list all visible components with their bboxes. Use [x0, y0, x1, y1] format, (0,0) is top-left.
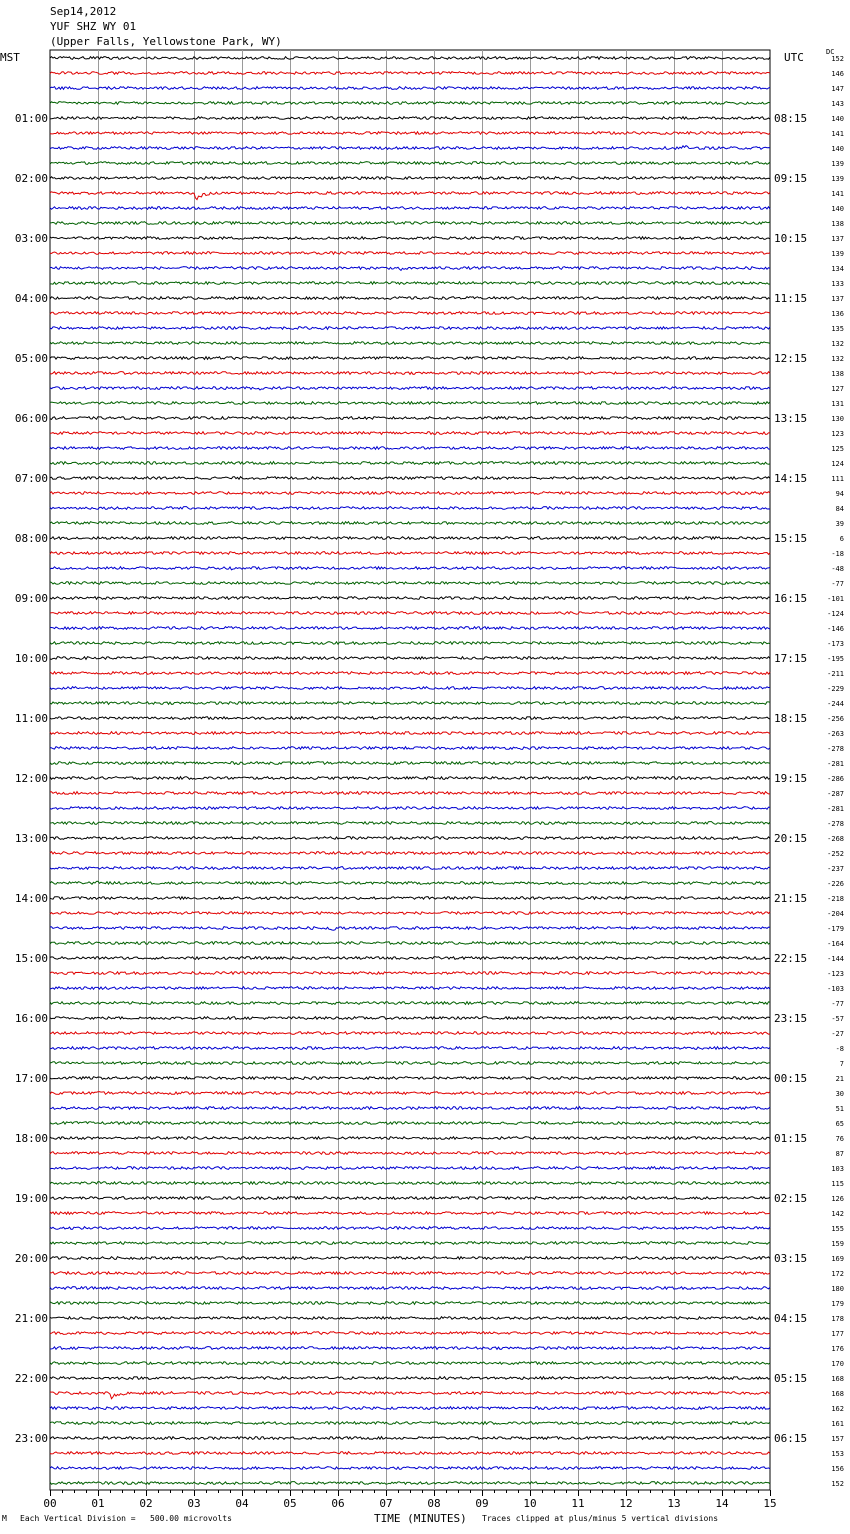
trace-70 [50, 1092, 770, 1095]
dc-offset-label: 103 [831, 1165, 844, 1173]
trace-48 [50, 762, 770, 765]
trace-8 [50, 162, 770, 165]
trace-19 [50, 327, 770, 330]
trace-88 [50, 1362, 770, 1365]
trace-31 [50, 507, 770, 510]
trace-94 [50, 1452, 770, 1455]
dc-offset-label: -229 [827, 685, 844, 693]
dc-offset-label: 76 [835, 1135, 844, 1143]
utc-hour-label: 05:15 [774, 1372, 808, 1385]
x-tick-label: 13 [667, 1497, 681, 1510]
trace-33 [50, 537, 770, 540]
trace-75 [50, 1167, 770, 1170]
mst-hour-label: 21:00 [14, 1312, 48, 1325]
trace-18 [50, 312, 770, 315]
dc-offset-label: -57 [831, 1015, 844, 1023]
mst-hour-label: 06:00 [14, 412, 48, 425]
dc-offset-label: 177 [831, 1330, 844, 1338]
mst-hour-label: 07:00 [14, 472, 48, 485]
dc-offset-label: 130 [831, 415, 844, 423]
trace-95 [50, 1467, 770, 1470]
station-code: YUF SHZ WY 01 [50, 20, 137, 33]
dc-offset-label: -77 [831, 580, 844, 588]
mst-hour-label: 13:00 [14, 832, 48, 845]
mst-hour-label: 16:00 [14, 1012, 48, 1025]
trace-43 [50, 687, 770, 690]
trace-60 [50, 942, 770, 945]
dc-offset-label: -48 [831, 565, 844, 573]
dc-offset-label: 140 [831, 115, 844, 123]
scale-note: Each Vertical Division = 500.00 microvolts [20, 1514, 232, 1523]
trace-22 [50, 372, 770, 375]
dc-offset-label: 153 [831, 1450, 844, 1458]
dc-offset-label: -287 [827, 790, 844, 798]
dc-offset-label: -281 [827, 805, 844, 813]
x-tick-label: 06 [331, 1497, 345, 1510]
dc-offset-label: 169 [831, 1255, 844, 1263]
dc-offset-label: 131 [831, 400, 844, 408]
trace-23 [50, 387, 770, 390]
x-tick-label: 08 [427, 1497, 441, 1510]
mst-hour-label: 22:00 [14, 1372, 48, 1385]
dc-offset-label: -211 [827, 670, 844, 678]
dc-offset-label: 141 [831, 130, 844, 138]
dc-offset-label: 127 [831, 385, 844, 393]
trace-9 [50, 177, 770, 180]
mst-hour-label: 20:00 [14, 1252, 48, 1265]
trace-49 [50, 777, 770, 780]
dc-offset-header: DC [826, 48, 835, 56]
dc-offset-label: 51 [835, 1105, 844, 1113]
utc-hour-label: 01:15 [774, 1132, 808, 1145]
mst-hour-label: 11:00 [14, 712, 48, 725]
dc-offset-label: 140 [831, 205, 844, 213]
x-tick-label: 07 [379, 1497, 393, 1510]
trace-45 [50, 717, 770, 720]
dc-offset-label: 172 [831, 1270, 844, 1278]
trace-7 [50, 146, 770, 150]
trace-53 [50, 837, 770, 840]
dc-offset-label: 94 [835, 490, 844, 498]
dc-offset-label: 126 [831, 1195, 844, 1203]
utc-hour-label: 14:15 [774, 472, 808, 485]
corner-mark: M [2, 1514, 7, 1523]
trace-42 [50, 672, 770, 675]
dc-offset-label: -123 [827, 970, 844, 978]
dc-offset-label: 178 [831, 1315, 844, 1323]
dc-offset-label: -286 [827, 775, 844, 783]
dc-offset-label: 137 [831, 235, 844, 243]
dc-offset-label: -101 [827, 595, 844, 603]
dc-offset-label: 141 [831, 190, 844, 198]
trace-32 [50, 522, 770, 525]
trace-51 [50, 807, 770, 810]
dc-offset-label: 87 [835, 1150, 844, 1158]
right-timezone-label: UTC [784, 51, 804, 64]
dc-offset-label: 7 [839, 1060, 844, 1068]
dc-offset-label: 143 [831, 100, 844, 108]
mst-hour-label: 14:00 [14, 892, 48, 905]
trace-17 [50, 297, 770, 300]
trace-76 [50, 1182, 770, 1185]
trace-11 [50, 207, 770, 210]
trace-65 [50, 1017, 770, 1020]
utc-hour-label: 13:15 [774, 412, 808, 425]
trace-85 [50, 1317, 770, 1320]
trace-36 [50, 582, 770, 585]
mst-hour-label: 03:00 [14, 232, 48, 245]
dc-offset-label: -77 [831, 1000, 844, 1008]
trace-71 [50, 1107, 770, 1110]
trace-62 [50, 972, 770, 975]
trace-67 [50, 1047, 770, 1050]
trace-86 [50, 1332, 770, 1335]
utc-hour-label: 09:15 [774, 172, 808, 185]
trace-79 [50, 1227, 770, 1230]
dc-offset-label: 111 [831, 475, 844, 483]
dc-offset-label: 139 [831, 250, 844, 258]
mst-hour-label: 08:00 [14, 532, 48, 545]
trace-44 [50, 702, 770, 705]
dc-offset-label: 156 [831, 1465, 844, 1473]
trace-83 [50, 1287, 770, 1290]
utc-hour-label: 17:15 [774, 652, 808, 665]
x-tick-label: 01 [91, 1497, 105, 1510]
trace-91 [50, 1407, 770, 1410]
trace-63 [50, 987, 770, 990]
trace-50 [50, 792, 770, 795]
trace-35 [50, 567, 770, 570]
dc-offset-label: 179 [831, 1300, 844, 1308]
trace-41 [50, 657, 770, 660]
trace-15 [50, 267, 770, 271]
trace-80 [50, 1242, 770, 1245]
x-tick-label: 02 [139, 1497, 153, 1510]
trace-1 [50, 57, 770, 60]
x-tick-label: 09 [475, 1497, 489, 1510]
utc-hour-label: 22:15 [774, 952, 808, 965]
trace-73 [50, 1137, 770, 1140]
utc-hour-label: 02:15 [774, 1192, 808, 1205]
dc-offset-label: 157 [831, 1435, 844, 1443]
dc-offset-label: 137 [831, 295, 844, 303]
mst-hour-label: 01:00 [14, 112, 48, 125]
dc-offset-label: -146 [827, 625, 844, 633]
mst-hour-label: 02:00 [14, 172, 48, 185]
trace-74 [50, 1152, 770, 1155]
dc-offset-label: -278 [827, 820, 844, 828]
trace-87 [50, 1347, 770, 1350]
dc-offset-label: 132 [831, 340, 844, 348]
dc-offset-label: 180 [831, 1285, 844, 1293]
dc-offset-label: -195 [827, 655, 844, 663]
trace-58 [50, 912, 770, 915]
dc-offset-label: 6 [839, 535, 844, 543]
utc-hour-label: 15:15 [774, 532, 808, 545]
dc-offset-label: 124 [831, 460, 844, 468]
trace-6 [50, 132, 770, 135]
trace-92 [50, 1422, 770, 1425]
trace-2 [50, 72, 770, 75]
utc-hour-label: 21:15 [774, 892, 808, 905]
trace-25 [50, 417, 770, 420]
dc-offset-label: 138 [831, 220, 844, 228]
mst-hour-label: 05:00 [14, 352, 48, 365]
x-axis-title: TIME (MINUTES) [374, 1512, 467, 1525]
trace-78 [50, 1212, 770, 1215]
dc-offset-label: 142 [831, 1210, 844, 1218]
mst-hour-label: 17:00 [14, 1072, 48, 1085]
dc-offset-label: 30 [835, 1090, 844, 1098]
dc-offset-label: -204 [827, 910, 844, 918]
trace-29 [50, 477, 770, 480]
dc-offset-label: 65 [835, 1120, 844, 1128]
trace-68 [50, 1062, 770, 1065]
x-tick-label: 14 [715, 1497, 729, 1510]
dc-offset-label: 115 [831, 1180, 844, 1188]
trace-54 [50, 852, 770, 855]
utc-hour-label: 03:15 [774, 1252, 808, 1265]
mst-hour-label: 12:00 [14, 772, 48, 785]
utc-hour-label: 19:15 [774, 772, 808, 785]
trace-90 [50, 1392, 770, 1399]
trace-5 [50, 117, 770, 120]
trace-27 [50, 447, 770, 450]
trace-34 [50, 552, 770, 555]
dc-offset-label: 135 [831, 325, 844, 333]
utc-hour-label: 08:15 [774, 112, 808, 125]
mst-hour-label: 19:00 [14, 1192, 48, 1205]
dc-offset-label: 152 [831, 55, 844, 63]
trace-61 [50, 957, 770, 960]
dc-offset-label: 21 [835, 1075, 844, 1083]
dc-offset-label: -278 [827, 745, 844, 753]
dc-offset-label: 139 [831, 175, 844, 183]
trace-52 [50, 822, 770, 825]
trace-59 [50, 927, 770, 931]
utc-hour-label: 12:15 [774, 352, 808, 365]
dc-offset-label: 132 [831, 355, 844, 363]
trace-30 [50, 492, 770, 495]
dc-offset-label: 140 [831, 145, 844, 153]
utc-hour-label: 20:15 [774, 832, 808, 845]
dc-offset-label: -226 [827, 880, 844, 888]
trace-77 [50, 1197, 770, 1200]
dc-offset-label: 168 [831, 1390, 844, 1398]
mst-hour-label: 04:00 [14, 292, 48, 305]
trace-12 [50, 222, 770, 225]
trace-69 [50, 1077, 770, 1080]
trace-84 [50, 1302, 770, 1305]
dc-offset-label: -18 [831, 550, 844, 558]
x-tick-label: 03 [187, 1497, 201, 1510]
dc-offset-label: -164 [827, 940, 844, 948]
trace-93 [50, 1437, 770, 1440]
dc-offset-label: -179 [827, 925, 844, 933]
x-tick-label: 10 [523, 1497, 537, 1510]
trace-37 [50, 597, 770, 600]
dc-offset-label: 136 [831, 310, 844, 318]
dc-offset-label: 162 [831, 1405, 844, 1413]
clip-note: Traces clipped at plus/minus 5 vertical divisions [482, 1514, 719, 1523]
utc-hour-label: 00:15 [774, 1072, 808, 1085]
trace-4 [50, 102, 770, 105]
utc-hour-label: 18:15 [774, 712, 808, 725]
trace-72 [50, 1122, 770, 1125]
dc-offset-label: -244 [827, 700, 844, 708]
trace-20 [50, 342, 770, 345]
trace-24 [50, 402, 770, 405]
trace-10 [50, 192, 770, 200]
mst-hour-label: 09:00 [14, 592, 48, 605]
trace-13 [50, 237, 770, 240]
trace-82 [50, 1272, 770, 1275]
mst-hour-label: 18:00 [14, 1132, 48, 1145]
trace-26 [50, 432, 770, 435]
dc-offset-label: -268 [827, 835, 844, 843]
trace-40 [50, 642, 770, 645]
trace-81 [50, 1257, 770, 1260]
dc-offset-label: -8 [835, 1045, 844, 1053]
trace-55 [50, 867, 770, 870]
dc-offset-label: 84 [835, 505, 844, 513]
utc-hour-label: 06:15 [774, 1432, 808, 1445]
trace-56 [50, 881, 770, 884]
trace-38 [50, 612, 770, 615]
trace-3 [50, 87, 770, 90]
dc-offset-label: -263 [827, 730, 844, 738]
x-tick-label: 04 [235, 1497, 249, 1510]
dc-offset-label: 176 [831, 1345, 844, 1353]
trace-39 [50, 627, 770, 630]
dc-offset-label: -218 [827, 895, 844, 903]
x-tick-label: 00 [43, 1497, 57, 1510]
dc-offset-label: 139 [831, 160, 844, 168]
trace-66 [50, 1032, 770, 1035]
utc-hour-label: 04:15 [774, 1312, 808, 1325]
dc-offset-label: 147 [831, 85, 844, 93]
dc-offset-label: 168 [831, 1375, 844, 1383]
utc-hour-label: 23:15 [774, 1012, 808, 1025]
station-location: (Upper Falls, Yellowstone Park, WY) [50, 35, 282, 48]
x-tick-label: 05 [283, 1497, 297, 1510]
mst-hour-label: 15:00 [14, 952, 48, 965]
trace-96 [50, 1482, 770, 1485]
trace-21 [50, 357, 770, 360]
dc-offset-label: 125 [831, 445, 844, 453]
trace-46 [50, 732, 770, 735]
dc-offset-label: 39 [835, 520, 844, 528]
dc-offset-label: -124 [827, 610, 844, 618]
utc-hour-label: 16:15 [774, 592, 808, 605]
dc-offset-label: -237 [827, 865, 844, 873]
dc-offset-label: 134 [831, 265, 844, 273]
mst-hour-label: 10:00 [14, 652, 48, 665]
x-tick-label: 11 [571, 1497, 585, 1510]
trace-89 [50, 1377, 770, 1380]
left-timezone-label: MST [0, 51, 20, 64]
trace-47 [50, 747, 770, 750]
trace-57 [50, 897, 770, 900]
dc-offset-label: 155 [831, 1225, 844, 1233]
dc-offset-label: -103 [827, 985, 844, 993]
dc-offset-label: -252 [827, 850, 844, 858]
x-tick-label: 15 [763, 1497, 777, 1510]
dc-offset-label: -173 [827, 640, 844, 648]
dc-offset-label: 146 [831, 70, 844, 78]
x-tick-label: 12 [619, 1497, 633, 1510]
utc-hour-label: 10:15 [774, 232, 808, 245]
dc-offset-label: -256 [827, 715, 844, 723]
dc-offset-label: 159 [831, 1240, 844, 1248]
dc-offset-label: 138 [831, 370, 844, 378]
trace-28 [50, 462, 770, 465]
dc-offset-label: -27 [831, 1030, 844, 1038]
utc-hour-label: 11:15 [774, 292, 808, 305]
trace-16 [50, 282, 770, 285]
mst-hour-label: 23:00 [14, 1432, 48, 1445]
trace-14 [50, 252, 770, 255]
dc-offset-label: 133 [831, 280, 844, 288]
dc-offset-label: 152 [831, 1480, 844, 1488]
record-date: Sep14,2012 [50, 5, 117, 18]
dc-offset-label: 123 [831, 430, 844, 438]
dc-offset-label: -144 [827, 955, 844, 963]
dc-offset-label: 170 [831, 1360, 844, 1368]
dc-offset-label: 161 [831, 1420, 844, 1428]
dc-offset-label: -281 [827, 760, 844, 768]
trace-64 [50, 1002, 770, 1005]
